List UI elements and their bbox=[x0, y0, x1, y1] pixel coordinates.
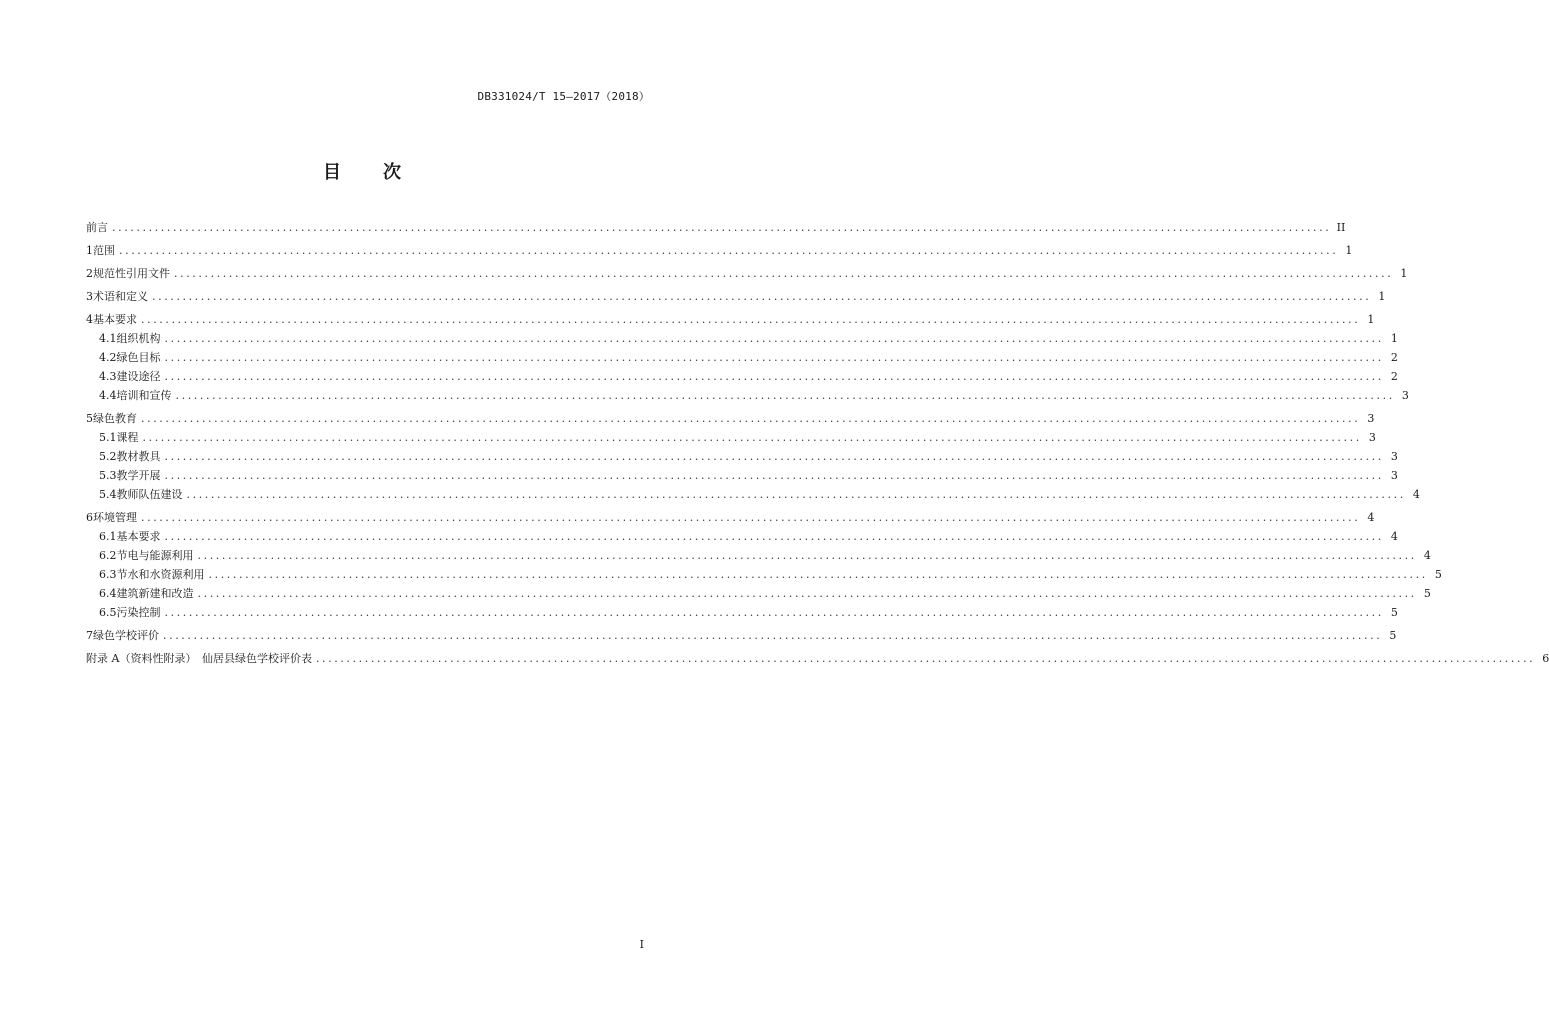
toc-leader-dots: ........................................................................................................................................................................................................ bbox=[174, 267, 1394, 280]
toc-entry-page: 4 bbox=[1423, 549, 1431, 562]
toc-entry[interactable] bbox=[86, 409, 1375, 428]
toc-entry-page: 5 bbox=[1423, 587, 1431, 600]
toc-leader-dots: ........................................................................................................................................................................................................ bbox=[315, 652, 1536, 665]
toc-entry-page: 4 bbox=[1390, 530, 1398, 543]
toc-entry-number: 6.4 bbox=[99, 587, 117, 600]
toc-entry-label: 附录 A（资料性附录） 仙居县绿色学校评价表 bbox=[86, 652, 312, 665]
toc-entry-label: 环境管理 bbox=[93, 511, 137, 524]
toc-entry-page: 4 bbox=[1367, 511, 1375, 524]
toc-entry[interactable] bbox=[86, 527, 1398, 546]
toc-entry[interactable] bbox=[86, 565, 1442, 584]
toc-leader-dots: ........................................................................................................................................................................................................ bbox=[208, 568, 1428, 581]
toc-entry-label: 节水和水资源利用 bbox=[116, 568, 205, 581]
toc-entry-label: 教材教具 bbox=[116, 450, 161, 463]
toc-entry[interactable] bbox=[86, 584, 1431, 603]
toc-entry-label: 术语和定义 bbox=[93, 290, 148, 303]
toc-entry[interactable] bbox=[86, 603, 1398, 622]
toc-entry[interactable] bbox=[86, 485, 1420, 504]
toc-entry-number: 6.3 bbox=[99, 568, 117, 581]
toc-entry-number: 6.2 bbox=[99, 549, 117, 562]
toc-entry-number: 4.4 bbox=[99, 389, 117, 402]
toc-entry-label: 规范性引用文件 bbox=[93, 267, 170, 280]
toc-entry[interactable] bbox=[86, 428, 1376, 447]
page-title bbox=[0, 158, 724, 184]
toc-leader-dots: ........................................................................................................................................................................................................ bbox=[164, 469, 1384, 482]
toc-entry-label: 基本要求 bbox=[93, 313, 137, 326]
toc-entry-page: II bbox=[1336, 221, 1346, 234]
toc-entry[interactable] bbox=[86, 310, 1375, 329]
title-char-2: 次 bbox=[383, 162, 401, 183]
toc-entry-page: 2 bbox=[1390, 351, 1398, 364]
toc-entry-number: 2 bbox=[86, 267, 93, 280]
toc-entry-label: 绿色目标 bbox=[116, 351, 161, 364]
toc-entry-number: 4.2 bbox=[99, 351, 117, 364]
toc-entry-page: 5 bbox=[1434, 568, 1442, 581]
page-number: I bbox=[639, 938, 644, 951]
toc-entry-page: 1 bbox=[1400, 267, 1408, 280]
toc-entry-label: 污染控制 bbox=[116, 606, 161, 619]
toc-entry-number: 5.3 bbox=[99, 469, 117, 482]
toc-entry[interactable] bbox=[86, 264, 1408, 283]
toc-leader-dots: ........................................................................................................................................................................................................ bbox=[164, 530, 1384, 543]
toc-leader-dots: ........................................................................................................................................................................................................ bbox=[164, 351, 1384, 364]
toc-entry-label: 教师队伍建设 bbox=[116, 488, 183, 501]
toc-entry-number: 5 bbox=[86, 412, 93, 425]
toc-entry-number: 1 bbox=[86, 244, 93, 257]
toc-entry-page: 3 bbox=[1390, 450, 1398, 463]
toc-leader-dots: ........................................................................................................................................................................................................ bbox=[164, 370, 1384, 383]
toc-entry-page: 4 bbox=[1412, 488, 1420, 501]
toc-entry-label: 范围 bbox=[93, 244, 115, 257]
toc-entry[interactable] bbox=[86, 466, 1398, 485]
toc-leader-dots: ........................................................................................................................................................................................................ bbox=[175, 389, 1395, 402]
toc-entry-number: 4 bbox=[86, 313, 93, 326]
toc-entry-label: 教学开展 bbox=[116, 469, 161, 482]
toc-entry-number: 7 bbox=[86, 629, 93, 642]
toc-entry-page: 3 bbox=[1368, 431, 1376, 444]
toc-leader-dots: ........................................................................................................................................................................................................ bbox=[164, 450, 1384, 463]
toc-entry-label: 前言 bbox=[86, 221, 108, 234]
toc-entry[interactable] bbox=[86, 241, 1353, 260]
toc-leader-dots: ........................................................................................................................................................................................................ bbox=[164, 606, 1384, 619]
toc-entry[interactable] bbox=[86, 287, 1386, 306]
toc-entry-page: 1 bbox=[1367, 313, 1375, 326]
toc-leader-dots: ........................................................................................................................................................................................................ bbox=[141, 313, 1361, 326]
toc-entry-number: 5.2 bbox=[99, 450, 117, 463]
toc-entry-page: 1 bbox=[1378, 290, 1386, 303]
toc-entry[interactable] bbox=[86, 447, 1398, 466]
toc-entry-number: 5.1 bbox=[99, 431, 117, 444]
toc-leader-dots: ........................................................................................................................................................................................................ bbox=[119, 244, 1339, 257]
toc-leader-dots: ........................................................................................................................................................................................................ bbox=[164, 332, 1384, 345]
toc-entry[interactable] bbox=[86, 218, 1346, 237]
toc-entry-number: 6 bbox=[86, 511, 93, 524]
toc-entry-page: 3 bbox=[1367, 412, 1375, 425]
document-id: DB331024/T 15—2017（2018） bbox=[477, 90, 650, 103]
toc-entry-label: 课程 bbox=[116, 431, 139, 444]
toc-leader-dots: ........................................................................................................................................................................................................ bbox=[197, 587, 1417, 600]
toc-entry-label: 建筑新建和改造 bbox=[116, 587, 194, 600]
toc-leader-dots: ........................................................................................................................................................................................................ bbox=[152, 290, 1372, 303]
toc-entry-label: 组织机构 bbox=[116, 332, 161, 345]
toc-entry[interactable] bbox=[86, 508, 1375, 527]
toc-entry[interactable] bbox=[86, 546, 1431, 565]
toc-entry-number: 5.4 bbox=[99, 488, 117, 501]
title-char-1: 目 bbox=[323, 162, 341, 183]
toc-entry-label: 培训和宣传 bbox=[116, 389, 172, 402]
toc-entry-number: 4.1 bbox=[99, 332, 117, 345]
toc-entry-number: 3 bbox=[86, 290, 93, 303]
toc-entry-label: 节电与能源利用 bbox=[116, 549, 194, 562]
toc-entry-page: 3 bbox=[1390, 469, 1398, 482]
toc-leader-dots: ........................................................................................................................................................................................................ bbox=[163, 629, 1383, 642]
toc-entry-label: 绿色学校评价 bbox=[93, 629, 159, 642]
toc-leader-dots: ........................................................................................................................................................................................................ bbox=[197, 549, 1417, 562]
toc-entry-page: 2 bbox=[1390, 370, 1398, 383]
toc-entry-page: 3 bbox=[1401, 389, 1409, 402]
toc-entry-page: 1 bbox=[1390, 332, 1398, 345]
toc-entry-number: 4.3 bbox=[99, 370, 117, 383]
toc-entry[interactable] bbox=[86, 626, 1397, 645]
toc-entry[interactable] bbox=[86, 348, 1398, 367]
toc-entry[interactable] bbox=[86, 329, 1398, 348]
toc-entry-label: 建设途径 bbox=[116, 370, 161, 383]
toc-entry-page: 5 bbox=[1389, 629, 1397, 642]
toc-entry-number: 6.1 bbox=[99, 530, 117, 543]
toc-entry-number: 6.5 bbox=[99, 606, 117, 619]
table-of-contents bbox=[86, 218, 1549, 668]
toc-entry-label: 基本要求 bbox=[116, 530, 161, 543]
toc-entry-page: 1 bbox=[1345, 244, 1353, 257]
toc-leader-dots: ........................................................................................................................................................................................................ bbox=[141, 412, 1361, 425]
toc-entry-label: 绿色教育 bbox=[93, 412, 137, 425]
toc-leader-dots: ........................................................................................................................................................................................................ bbox=[186, 488, 1406, 501]
toc-entry-page: 5 bbox=[1390, 606, 1398, 619]
toc-entry[interactable] bbox=[86, 649, 1549, 668]
toc-leader-dots: ........................................................................................................................................................................................................ bbox=[142, 431, 1362, 444]
toc-leader-dots: ........................................................................................................................................................................................................ bbox=[112, 221, 1332, 234]
toc-leader-dots: ........................................................................................................................................................................................................ bbox=[141, 511, 1361, 524]
toc-entry[interactable] bbox=[86, 367, 1398, 386]
toc-entry-page: 6 bbox=[1542, 652, 1549, 665]
toc-entry[interactable] bbox=[86, 386, 1409, 405]
